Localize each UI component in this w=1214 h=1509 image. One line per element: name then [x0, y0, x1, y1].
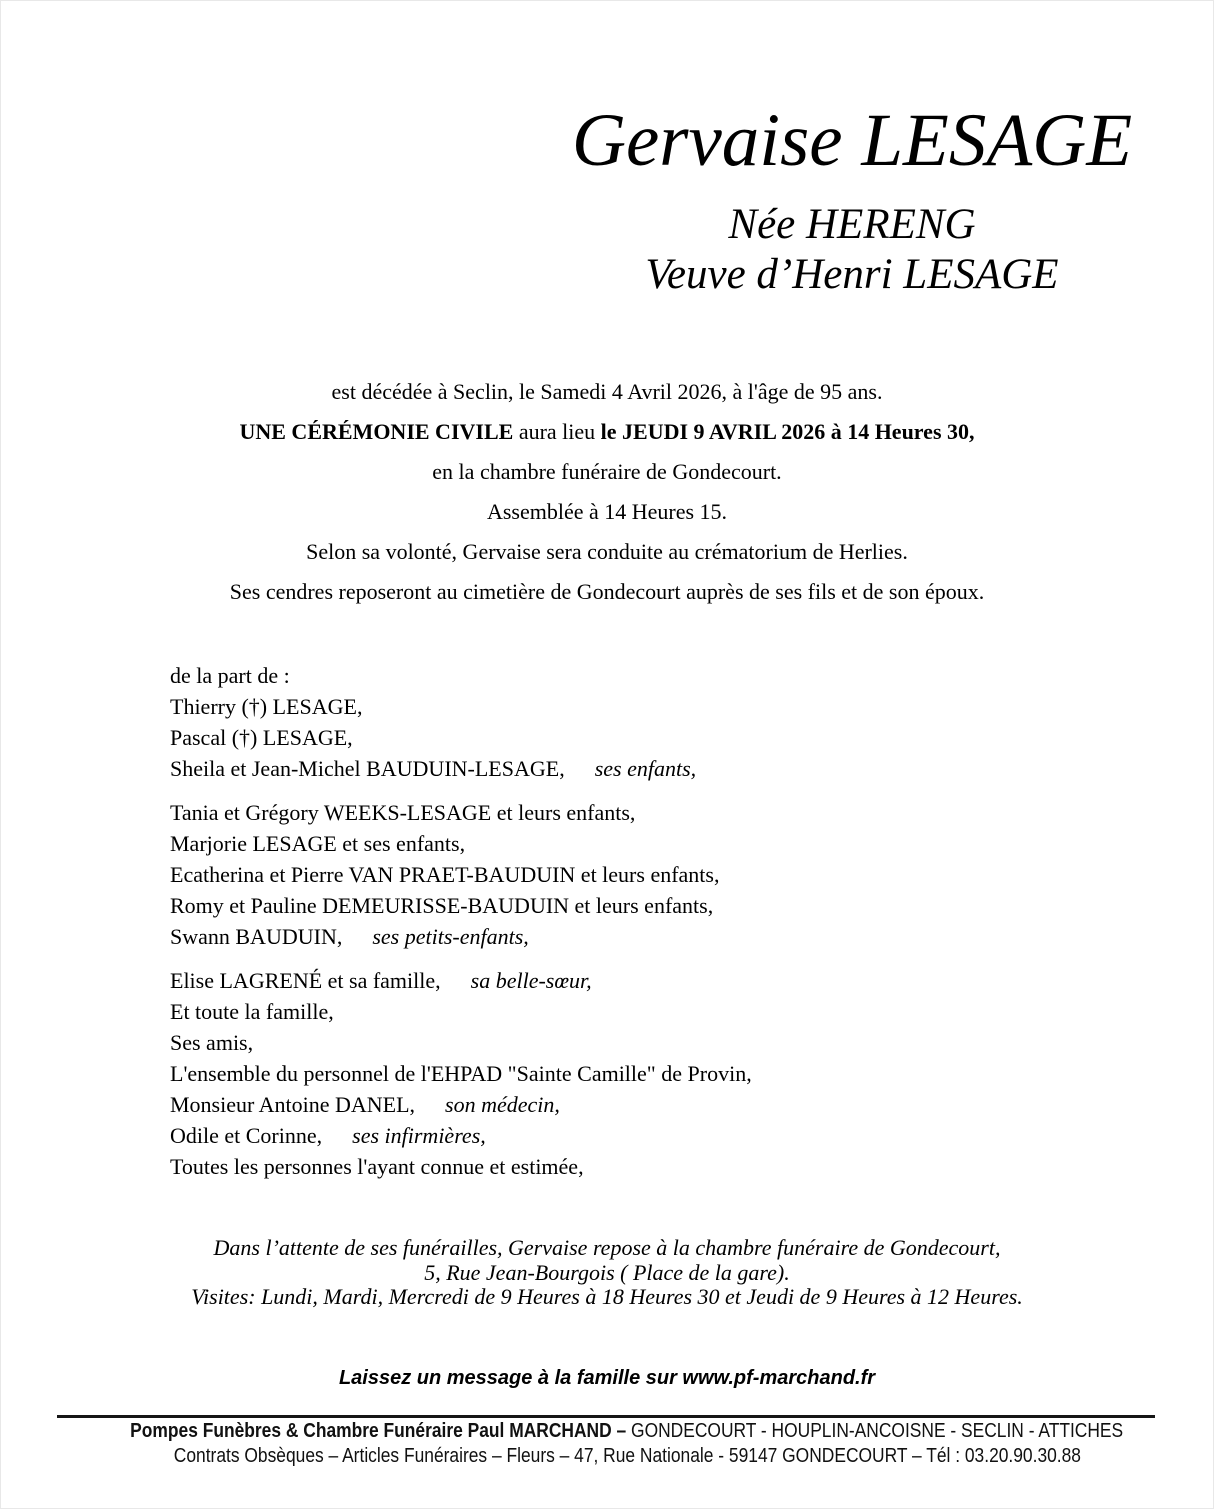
funeral-home-services: Contrats Obsèques – Articles Funéraires – Fleurs – 47, Rue Nationale - 59147 GONDECOURT – Tél : 03.20.90.30.88 [173, 1445, 1081, 1467]
family-line: Toutes les personnes l'ayant connue et estimée, [170, 1154, 584, 1179]
visiting-hours: Visites: Lundi, Mardi, Mercredi de 9 Heures à 18 Heures 30 et Jeudi de 9 Heures à 12 Heures. [191, 1284, 1023, 1309]
subtitle-block [490, 200, 1214, 300]
funeral-home-name: Pompes Funèbres & Chambre Funéraire Paul MARCHAND – [130, 1420, 632, 1442]
assembly-time: Assemblée à 14 Heures 15. [486, 499, 728, 524]
death-statement: est décédée à Seclin, le Samedi 4 Avril 2026, à l'âge de 95 ans. [331, 379, 883, 404]
crematorium-line: Selon sa volonté, Gervaise sera conduite au crématorium de Herlies. [306, 539, 908, 564]
family-line: Romy et Pauline DEMEURISSE-BAUDUIN et leurs enfants, [170, 893, 714, 918]
family-line [170, 921, 1120, 952]
family-line: Tania et Grégory WEEKS-LESAGE et leurs enfants, [170, 800, 636, 825]
relation-label: ses infirmières, [352, 1123, 486, 1148]
ceremony-date: le JEUDI 9 AVRIL 2026 à 14 Heures 30, [600, 419, 975, 444]
family-line: Pascal (†) LESAGE, [170, 725, 353, 750]
ceremony-line [0, 412, 1214, 452]
family-line: Thierry (†) LESAGE, [170, 694, 363, 719]
family-names: Odile et Corinne, [170, 1123, 323, 1148]
ceremony-mid: aura lieu [513, 419, 601, 444]
ceremony-place: en la chambre funéraire de Gondecourt. [432, 459, 782, 484]
grandchildren-group [170, 797, 1120, 952]
repose-line: Dans l’attente de ses funérailles, Gervaise repose à la chambre funéraire de Gondecourt, [213, 1235, 1001, 1260]
family-line: Marjorie LESAGE et ses enfants, [170, 831, 466, 856]
website-message: Laissez un message à la famille sur www.pf-marchand.fr [338, 1367, 876, 1389]
footer-divider [57, 1415, 1155, 1418]
family-names: Swann BAUDUIN, [170, 924, 343, 949]
family-line: Et toute la famille, [170, 999, 334, 1024]
family-line: L'ensemble du personnel de l'EHPAD "Sainte Camille" de Provin, [170, 1061, 752, 1086]
relation-label: ses petits-enfants, [372, 924, 529, 949]
others-group [170, 965, 1120, 1182]
family-line [170, 753, 1120, 784]
ashes-line: Ses cendres reposeront au cimetière de Gondecourt auprès de ses fils et de son époux. [229, 579, 985, 604]
maiden-name: Née HERENG [728, 201, 976, 248]
family-block [170, 660, 1120, 1182]
family-line: Ecatherina et Pierre VAN PRAET-BAUDUIN et leurs enfants, [170, 862, 720, 887]
family-line: Ses amis, [170, 1030, 254, 1055]
title-block [490, 99, 1214, 182]
family-line [170, 1089, 1120, 1120]
announcement-block [0, 372, 1214, 612]
funeral-home-cities: GONDECOURT - HOUPLIN-ANCOISNE - SECLIN - ATTICHES [631, 1420, 1124, 1442]
repose-address: 5, Rue Jean-Bourgois ( Place de la gare). [424, 1259, 790, 1285]
family-intro: de la part de : [170, 663, 290, 688]
family-intro-group [170, 660, 1120, 784]
relation-label: son médecin, [445, 1092, 560, 1117]
family-names: Elise LAGRENÉ et sa famille, [170, 968, 441, 993]
repose-block [0, 1236, 1214, 1310]
relation-label: sa belle-sœur, [470, 968, 592, 993]
ceremony-type: UNE CÉRÉMONIE CIVILE [239, 419, 514, 444]
family-names: Monsieur Antoine DANEL, [170, 1092, 416, 1117]
family-line [170, 1120, 1120, 1151]
relation-label: ses enfants, [594, 756, 697, 781]
footer-line-2 [20, 1444, 1214, 1469]
family-line [170, 965, 1120, 996]
widow-line: Veuve d’Henri LESAGE [645, 251, 1059, 298]
footer-block [20, 1419, 1214, 1469]
deceased-name: Gervaise LESAGE [571, 99, 1133, 182]
footer-line-1 [20, 1419, 1214, 1444]
family-names: Sheila et Jean-Michel BAUDUIN-LESAGE, [170, 756, 565, 781]
